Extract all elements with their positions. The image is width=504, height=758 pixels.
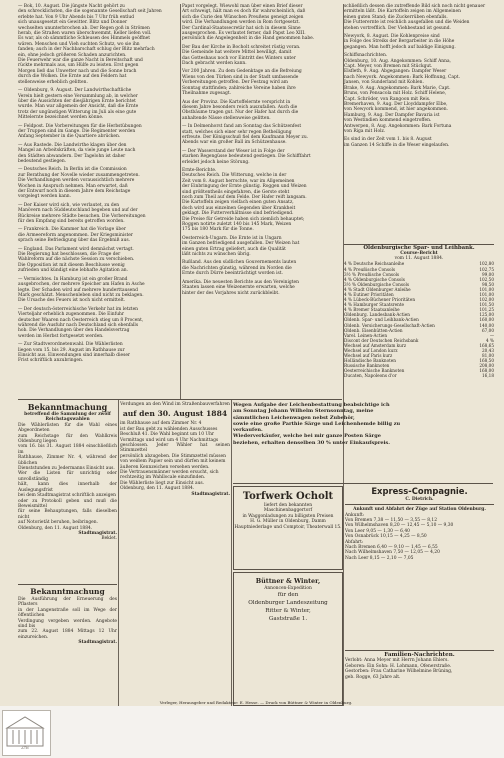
exchange-row-name: Wechsel auf Paris kurz [344,353,393,359]
exchange-row-name: Holländische Banknoten [344,358,396,364]
article-line: hinter der des Vorjahres nicht zurückbleibt. [182,290,280,296]
notice2-body [18,597,117,640]
notice-line: auf Notorietät beruhen, beibringen. [18,520,98,526]
article-line: Die Feuerwehr war die ganze Nacht in Bereitschaft und [18,58,143,64]
notice3-body [120,421,230,491]
notice3-intro: Verdungen an den Wind im Straßenbauverfahren [120,402,230,407]
article-line: nach Newyork. Angekommen: Bark Hoffnung, Capt. [344,74,460,80]
article-line: Bremerhaven, 9. Aug. Der Lloyddampfer Elbe, [344,101,448,107]
notice-line: hält, kann dies innerhalb der Auslegungsfrist [18,482,117,493]
article-line: Die Ursache des Feuers ist noch nicht ermittelt. [18,298,126,304]
article-line: — Deutsches Reich. In Berlin ist die Commission [18,167,127,173]
article-line: sprach seine Befriedigung über das Ergebniß aus. [18,238,130,244]
article-line: — Vermischtes. In Hamburg ist ein großer Brand [18,276,128,282]
notice-line: Verdingung vergeben werden. Angebote sind bis [18,618,117,630]
article-line: Sonntag stattfinden; zahlreiche Vereine haben ihre [182,85,296,91]
exchange-date: vom 11. August 1884. [394,256,444,262]
ad-line: Abfahrt: [345,539,364,545]
notice-line: Die Wählerliste liegt zur Einsicht aus. [120,480,205,486]
article-line: Die Opposition ist mit diesem Beschlusse wenig [18,262,125,268]
article-line: gegangen. Man hofft jedoch auf baldige Einigung. [344,44,456,50]
article-line: doch wird aus einzelnen Gegenden über Krankheit [182,205,296,211]
notice-line: Beschluß 41. Die Wahl beginnt um 10 Uhr [120,432,215,438]
exchange-row-name: 4 % Lübeck-Büchener Prioritäten [344,297,416,303]
article-line: wird. Die Verhandlungen werden in Rom fortgesetzt. [182,20,300,26]
exchange-row-name: 4 % Eutiner Prioritäten [344,291,394,297]
ad-line: beziehen, erhalten denselben 30 % unter Einkaufspreis. [233,439,390,446]
article-line: durch die Wolken. Die Ernte auf den Feldern hat [18,74,127,80]
notice-line: zum Reichstage für den Wahlkreis Oldenburg liegen [18,433,117,445]
notice1-signature: Stadtmagistrat. [78,530,117,536]
exchange-row-value: 101,25 [479,307,494,313]
ad-line: Verlobt: Anna Meyer mit Herrn Johann Ehlers. [345,658,449,664]
article-line: Mangel an Arbeitskräften, da viele junge Leute nach [18,148,136,154]
article-column-3 [344,4,494,244]
notice-line: bei dem Stadtmagistrat schriftlich anzeigen [18,493,116,499]
article-line: geklagt. Die Futterverhältnisse sind befriedigend. [182,211,294,217]
ad-torfwerk [233,486,343,570]
ad-line: Von Bremen 7,38 — 11,50 — 3,55 — 8,12 [345,518,437,524]
ad-buettner-winter [233,572,343,706]
notice-line: von weißem Papier sein und dürfen mit keinem [120,459,226,465]
article-line: stehen vortrefflich. Der Viehbestand ist gesund. [344,25,451,31]
notice-line: Die Vertrauensmänner werden ersucht, sich [120,470,219,476]
ad-line: Wegen Aufgabe der Leichenbestattung beabsichtige ich [233,402,390,408]
article-line: bedeutend gestiegen. [18,158,67,164]
exchange-row-value: 168,65 [479,342,494,348]
ad-line: Nach Leer 8,15 — 2,10 — 7,05 [345,555,414,561]
exchange-row-name: Wechsel auf Amsterdam kurz [344,342,407,348]
ad-line: Von Osnabrück 10,15 — 4,25 — 8,50 [345,534,427,540]
article-line: einen guten Stand; die Zuckerrüben ebenfalls. [344,14,448,20]
exchange-row-value: 140,00 [479,322,494,328]
article-line: läßt nichts zu wünschen übrig. [182,252,251,258]
article-line: ausgebrochen, der mehrere Speicher am Hafen in Asche [18,282,145,288]
exchange-row-value: 208,00 [479,363,494,369]
exchange-row-value: 99,00 [482,271,494,277]
notice-line: Die Wählerlisten für die Wahl eines Abgeordneten [18,422,117,434]
ad-line: Ankunft: [345,512,365,518]
ad-line: sämmtlichen Leichenwagen nebst Zubehör, [233,414,355,421]
article-line: trotz der ungünstigen Witterung im Juli als eine gute [18,109,137,115]
article-line: Vor 200 Jahren. Zu dem Gedenktage an die Befreiung [182,69,302,75]
article-line: Frist schriftlich anzubringen. [18,358,84,364]
article-line: fanden; auch in der Nachbarschaft schlug der Blitz mehrfach [18,47,155,53]
article-line: Rußland. Aus den südlichen Gouvernements lauten [182,260,297,266]
exchange-row-name: 4 % Deutsche Reichsanleihe [344,261,405,267]
article-line: werden im Herbst fortgesetzt werden. [18,333,104,339]
article-line: herab, die Straßen waren überschwemmt, Keller liefen voll. [18,31,152,37]
exchange-row-name: Oldenb. Versicherungs-Gesellschaft-Actien [344,322,435,328]
article-line: Antwerpen, 8. Aug. Angekommen: Bark Fortuna [344,123,452,129]
notice-line: Rathhause, Zimmer Nr. 4, während der üblichen [18,455,117,466]
article-line: die Nachrichten günstig, während im Norden die [182,265,292,271]
article-line: Es sind in der Zeit vom 1. bis 8. August [344,137,432,143]
article-line: erfreute. Der Königsschuß fiel dem Kaufmann Meyer zu. [182,134,309,140]
article-line: — Zur Stadtverordnetenwahl. Die Wählerlisten [18,342,123,348]
exchange-row-name: 4 % Hamburger Staatsrente [344,302,405,308]
ad-family-body [345,658,494,680]
exchange-rows [344,261,494,378]
article-line: Wochen in Anspruch nehmen. Man erwartet, daß [18,183,128,189]
exchange-title: Oldenburgische Spar- und Leihbank. [363,245,475,251]
article-line: Die Regierung hat beschlossen, die Frage der [18,252,121,258]
article-line: Hamburg, 9. Aug. Der Dampfer Bavaria ist [344,112,440,118]
ad-line: geb. Rogge, 63 Jahre alt. [345,674,401,680]
ad-rule-1 [233,483,493,484]
article-line: — Der Kaiser wird sich, wie verlautet, zu den [18,202,120,208]
notice-line: ist der Bau gebt zu wählenden Ausschusses [120,426,218,432]
exchange-row-value: 102,75 [479,266,494,272]
notice-line: in der Langenstraße soll im Wege der öffentlichen [18,607,117,619]
ad-line: Von Leer 9,05 — 1,30 — 6,40 [345,528,410,534]
exchange-row-value: 168,50 [479,358,494,364]
article-line: Art schweigt, hält man es doch für wahrscheinlich, daß [182,9,306,15]
ad-rule-2 [345,650,494,651]
article-line: Mittelernte bezeichnet werden könne. [18,115,104,121]
article-line: Bruns, von Pensacola mit Holz. Schiff Helene, [344,91,447,97]
article-line: Dach gebracht werden kann. [182,61,247,67]
article-line: deutscher Waaren nach Oesterreich stieg um 8 Procent, [18,317,144,323]
article-line: persönlich die Angelegenheit in die Hand genommen habe. [182,36,315,42]
exchange-row-name: 3½ % Preußische Consols [344,271,400,277]
exchange-row-name: 3½ % Oldenburgische Consols [344,281,409,287]
article-line: Die Gemeinde hat weitere Mittel bewilligt, damit [182,50,292,56]
article-line: Wahlreform auf die nächste Session zu verschieben. [18,257,135,263]
exchange-row-name: 4 % Bremer Staatsanleihe [344,307,400,313]
exchange-row-value: 81,00 [482,353,494,359]
notice-rule-1 [18,584,117,585]
ad-torf-body [234,503,342,530]
article-line: — Oldenburg, 9. August. Der Landwirthschaftliche [18,88,132,94]
article-line: Ernte-Berichte. [182,167,217,173]
article-line: Oesterreich-Ungarn. Die Ernte ist in Ungarn [182,235,282,241]
article-line: in Folge des Streiks der Bergarbeiter in die Höhe [344,39,455,45]
notice-line: oder zu Protokoll geben und muß die Beweismittel [18,498,117,509]
ad-print-sub: Annoncen-Expedition [264,586,312,591]
article-line: Elsfleth, 9. Aug. Abgegangen: Dampfer Weser [344,69,447,75]
article-line: — England. Das Parlament wird demnächst vertagt. [18,246,134,252]
article-line: 175 bis 180 Mark für die Tonne. [182,227,254,233]
article-line: legte. Der Schaden wird auf mehrere hunderttausend [18,287,138,293]
article-line: Staaten lassen eine Weizenernte erwarten, welche [182,285,295,291]
exchange-row-value: 102,50 [479,276,494,282]
ad-line: Maschinenbaggertorf [263,508,313,514]
exchange-row-value: 101,50 [479,302,494,308]
exchange-row-name: Varel. Leinen-Actien [344,332,388,338]
article-line: anhaltende Nässe stellenweise gelitten. [182,115,271,121]
article-line: Vorbereitungen getroffen. Der Festzug wird am [182,80,288,86]
notice-line: im Rathhause auf dem Zimmer Nr. 4 [120,421,202,427]
exchange-row [344,373,494,378]
ad-line: verkaufen. [233,427,263,434]
exchange-row-value: 102,80 [479,261,494,267]
article-line: im Ganzen befriedigend ausgefallen. Der Weizen hat [182,241,300,247]
notice1-signer: Beklet. [101,536,117,542]
ad-line: sowie eine große Parthie Särge und Leichenhemde billig zu [233,420,401,427]
article-line: — Feldpost. Die Vorbereitungen für die Herbstübungen [18,123,142,129]
article-line: ausgesprochen. Es verlautet ferner, daß Papst Leo XIII. [182,31,306,37]
article-line: das Gotteshaus noch vor Eintritt des Winters unter [182,55,296,61]
notice-line: vom 16. bis 31. August 1884 einschließlich im [18,444,117,455]
notice2-heading: Bekanntmachung [30,587,105,596]
article-line: Manövern nach Süddeutschland begeben und auf der [18,208,138,214]
exchange-row-name: 4 % Preußische Consols [344,266,396,272]
ad-line: Ritter & Winter, [265,608,311,615]
article-line: rückte mehrmals aus, um Hülfe zu leisten. Erst gegen [18,63,139,69]
article-line: Newyork, 8. August. Die Kohlenpreise sind [344,34,440,40]
article-line: Der Cardinal-Staatssecretär hat sich in diesem Sinne [182,25,301,31]
article-line: vorgelegt werden kann. [18,194,72,200]
ad-line: am Sonntag Johann Wilhelm Sternsonntag, meine [233,408,374,415]
article-line: Schiffsnachrichten. [344,53,388,59]
article-line: Morgen ließ das Unwetter nach und die Sonne brach [18,68,137,74]
article-line: wechselten ununterbrochen ab. Der Regen goß in Strömen [18,25,150,31]
notice-line: äußeren Kennzeichen versehen werden. [120,464,210,470]
exchange-row-name: Oldenburg. Landesbank-Actien [344,312,410,318]
notice-pflaster [18,587,117,705]
ad-express-compagnie [345,486,494,648]
ad-line: Wiederverkäufer, welche bei mir ganze Posten Särge [233,433,381,440]
notice-reichstag [18,402,117,582]
article-line: schließlich dessen die zutreffende Bild sich noch nicht genauer [344,4,486,9]
notice-line: persönlich abzugeben. Die Stimmzettel müssen [120,453,226,459]
article-line: für den Empfang sind bereits getroffen worden. [18,219,125,225]
article-column-1 [18,4,179,399]
article-line: den schrecklichsten, die die sogenannte Gesellschaft seit Jahren [18,9,162,15]
article-line: sich unausgesetzt ein Gewitter. Blitz und Donner [18,20,128,26]
ad-express-title: Express-Compagnie. [371,486,468,496]
notice1-body [18,423,117,531]
section-rule-top [18,399,342,400]
ad-line: Nach Wilhelmshaven 7,50 — 12,05 — 4,20 [345,550,440,556]
ad-line: Von Wilhelmshaven 8,20 — 12,45 — 5,10 — 9,30 [345,523,454,529]
notice-line: rechtzeitig im Wahllocale einzufinden. [120,475,206,481]
column-rule-1 [180,4,181,399]
article-line: Rückreise mehrere Städte besuchen. Die Vorbereitungen [18,213,146,219]
exchange-row-value: 98,50 [482,281,494,287]
article-line: der Einbringung der Ernte günstig. Roggen und Weizen [182,184,307,190]
article-line: sind größtentheils eingefahren, die Gerste steht [182,189,290,195]
article-line: Einsicht aus. Einwendungen sind innerhalb dieser [18,352,131,358]
article-line: Die Futterernte ist reichlich ausgefallen und die Weiden [344,20,470,26]
exchange-row-value: 101,00 [479,286,494,292]
article-line: Capt. Meyer, von Bremen mit Stückgut. [344,64,433,70]
exchange-row-name: Oesterreichische Banknoten [344,368,405,374]
article-line: der Entwurf noch in diesem Jahre dem Reichstage [18,189,131,194]
exchange-row-name: 4 % Oldenburgische Consols [344,276,405,282]
ad-funeral-sale [233,402,493,482]
article-line: starken Regengüsse bedeutend gestiegen. Die Schifffahrt [182,154,311,160]
exchange-row-value: 125,00 [479,312,494,318]
notice1-heading: Bekanntmachung [27,402,108,412]
exchange-row-value: 4 % [486,337,494,343]
notice-line: für seine Behauptungen, falls dieselben nicht [18,509,117,520]
article-line: Ernte durch Dürre beeinträchtigt worden ist. [182,271,283,277]
article-line: Capt. Schröder, von Rangoon mit Reis. [344,96,431,102]
article-line: Der Bau der Kirche in Bocholt schreitet rüstig voran. [182,44,301,50]
ad-print-body [234,591,342,623]
ad-express-subtitle: Ankunft und Abfahrt der Züge auf Station Oldenburg. [353,507,486,513]
article-line: zufrieden und kündigt eine lebhafte Agitation an. [18,268,128,274]
article-line: Papst vorgelegt. Wiewohl man über einen Brief dieser [182,4,303,9]
article-line: einen guten Ertrag geliefert, auch die Qualität [182,246,286,252]
article-line: Brake, 9. Aug. Angekommen: Bark Marie, Capt. [344,85,451,91]
badge-label: ZfB [21,746,29,751]
article-line: im Ganzen 14 Schiffe in die Weser eingelaufen. [344,142,450,148]
ad-line: H. G. Müller in Oldenburg, Damm [250,519,326,525]
article-column-2 [182,4,342,399]
ad-line: in Waggonladungen zu billigsten Preisen [242,513,334,519]
article-line: liegen vom 15. bis 29. August im Rathhause zur [18,347,125,353]
article-line: erleidet jedoch keine Störung. [182,159,250,165]
exchange-subtitle: Course-Bericht [400,251,438,257]
article-line: erlebte hat. Von 9 Uhr Abends bis 7 Uhr früh entlud [18,14,135,20]
article-line: Die Kartoffeln zeigen vielfach einen guten Ansatz, [182,200,294,206]
article-line: ein, ohne jedoch größeren Schaden anzurichten. [18,52,127,58]
ad-express-name: C. Dietrich. [405,497,434,502]
article-line: von Westindien kommend eingetroffen. [344,118,432,124]
article-line: Zeit vom 8. August herrschte, war im Allgemeinen [182,178,295,184]
ad-line: Geboren: Ein Sohn: H. Lohmann, Ofenerstraße. [345,663,452,669]
exchange-row-value: 168,00 [479,368,494,374]
exchange-row-value: 160,00 [479,317,494,323]
library-building-icon [5,714,45,750]
ad-print-title: Büttner & Winter, [255,577,321,585]
exchange-row-name: Oldenb. Spar- und Leihbank-Actien [344,317,419,323]
article-line: von Riga mit Holz. [344,128,386,134]
ad-express-body [345,513,494,562]
notice-line: Oldenburg, den 11. August 1884. [18,525,93,531]
ad-line: Hauptniederlage und Comptoir, Theaterwall 15. [234,524,342,530]
ad-line: Gestorben: Frau Catharine Wilhelmine Brüning, [345,669,453,675]
exchange-row-name: Discont der Deutschen Reichsbank [344,337,419,343]
notice-wahl [120,402,230,705]
article-line: über die Aussichten der diesjährigen Ernte berichtet [18,98,136,104]
notice3-signature: Stadtmagistrat. [191,491,230,497]
article-line: den Städten abwandern. Der Tagelohn ist daher [18,153,126,159]
ad-line: Nach Bremen 6,40 — 9,10 — 1,45 — 6,55 [345,545,438,551]
article-line: zur Berathung der Novelle wieder zusammengetreten. [18,172,140,178]
notice-line: geschlossen. Jeder Wähler hat seinen Stimmzettel [120,443,230,454]
exchange-row-value: 16,18 [482,373,494,379]
article-line: Vierteljahr erheblich zugenommen. Die Einfuhr [18,312,124,318]
notice3-date-heading: auf den 30. August 1884 [122,409,228,419]
article-line: Theilnahme zugesagt. [182,91,231,97]
article-line: — Der Wasserstand der Weser ist in Folge der [182,148,285,154]
article-line: Abends war ein großer Ball im Schützenhause. [182,140,287,146]
notice2-signature: Stadtmagistrat. [78,640,117,646]
notice-line: zum 22. August 1884 Mittags 12 Uhr einzureichen. [18,629,117,640]
article-line: — In Delmenhorst fand am Sonntag das Schützenfest [182,124,302,130]
express-divider [345,504,494,505]
exchange-row-value: 20,43 [482,348,494,353]
scan-footer-bar [0,706,504,758]
imprint-footer: Verleger, Herausgeber und Redakteur: E. Hesse. — Druck von Büttner & Winter in Oldenburg. [159,700,353,705]
exchange-row-value: 101,00 [479,291,494,297]
exchange-row-name: Oldenb. Eisenhütten-Actien [344,327,403,333]
article-line: Obstbäume tragen gut. Nur der Hafer hat durch die [182,110,299,116]
notice-line: Vormittags und wird um 4 Uhr Nachmittags [120,437,219,443]
article-line: Jansen, von Sunderland mit Kohlen. [344,80,424,86]
article-line: statt, welches sich einer sehr regen Betheiligung [182,129,292,135]
article-line: die Armeereform angenommen. Der Kriegsminister [18,232,133,238]
article-line: — Aus Rastede. Die Landwirthe klagen über den [18,142,127,148]
ad-line: Oldenburger Landeszeitung [248,600,328,607]
notice-line: Oldenburg, den 11. August 1884. [120,486,195,492]
article-line: Die Preise für Getreide haben sich ziemlich behauptet; [182,216,305,222]
exchange-row-value: 67,00 [482,327,494,333]
article-line: sich die Curie den Wünschen Preußens geneigt zeigen [182,14,304,20]
article-line: wurde. Man war allgemein der Ansicht, daß die Ernte [18,104,139,110]
article-line: stellenweise erheblich gelitten. [18,79,88,85]
column-rule-lower-2 [231,400,232,706]
notice-line: Wer die Listen für unrichtig oder unvollständig [18,471,117,482]
exchange-course-table [344,244,494,379]
article-line: diesem Jahre besonders reich auszufallen. Auch die [182,104,298,110]
article-line: von Newyork kommend, ist hier angekommen. [344,107,448,113]
exchange-row-value: 102,00 [479,297,494,303]
article-line: Aus der Provinz. Die Kartoffelernte verspricht in [182,99,291,105]
article-line: Die Verhandlungen werden voraussichtlich mehrere [18,178,135,184]
article-line: Oldenburg, 10. Aug. Angekommen: Schiff Anna, [344,58,451,64]
ad-line: liefert den bekannten [263,503,313,508]
article-line: Anfang September in die Quartiere abrücken. [18,134,121,140]
notice-line: Dienststunden zu Jedermanns Einsicht aus. [18,466,115,472]
article-line: Amerika. Die neuesten Berichte aus den Vereinigten [182,279,299,285]
ad-family-news [345,653,494,705]
article-line: Deutsches Reich. Die Witterung, welche in der [182,173,287,179]
exchange-row-name: Wechsel auf London kurz [344,348,398,353]
article-line: Roggen notirte zuletzt 140 bis 145 Mark, Weizen [182,222,292,228]
notice1-subheading: betreffend die Sammlung der zwölf Reichstagswahlen [24,412,111,423]
exchange-row-value: — [489,332,494,338]
article-line: noch zum Theil auf dem Felde. Der Hafer reift langsam. [182,195,307,200]
article-line: — Frankreich. Die Kammer hat die Vorlage über [18,227,126,233]
ad-sale-body [233,402,493,446]
article-line: ermitteln läßt. Die Kartoffeln zeigen im Allgemeinen [344,9,461,15]
article-line: — Der deutsch-österreichische Verkehr hat im letzten [18,306,138,312]
ad-torf-title: Torfwerk Ocholt [242,491,334,502]
article-line: wären. Menschen und Vieh suchten Schutz, wo sie ihn [18,41,140,47]
ad-family-title: Familien-Nachrichten. [384,652,455,658]
exchange-row-name: 4 % Stadt Oldenburger Anleihe [344,286,411,292]
column-rule-lower [118,400,119,706]
article-line: Mark geschätzt. Menschenleben sind nicht zu beklagen. [18,292,144,298]
article-line: Es war, als ob sämmtliche Schleusen des Himmels geöffnet [18,36,151,42]
article-line: der Truppen sind im Gange. Die Regimenter werden [18,128,136,134]
exchange-row-name: Russische Banknoten [344,363,390,369]
article-line: Wiens von den Türken sind in der Stadt umfassende [182,74,299,80]
notice-line: Die Ausführung der Erneuerung des Pflasters [18,597,117,608]
ad-line: Gaststraße 1. [268,616,308,623]
article-line: hob. Die Verhandlungen über den Handelsvertrag [18,328,130,334]
exchange-row-name: Ducaten, Napoleons d'or [344,373,397,379]
ad-line: für den [277,592,299,599]
article-line: Verein hielt gestern eine Versammlung ab, in welcher [18,93,138,99]
article-line: — Bok, 10. August. Die jüngste Nacht gehört zu [18,4,125,9]
article-line: während die Ausfuhr nach Deutschland sich ebenfalls [18,322,139,328]
